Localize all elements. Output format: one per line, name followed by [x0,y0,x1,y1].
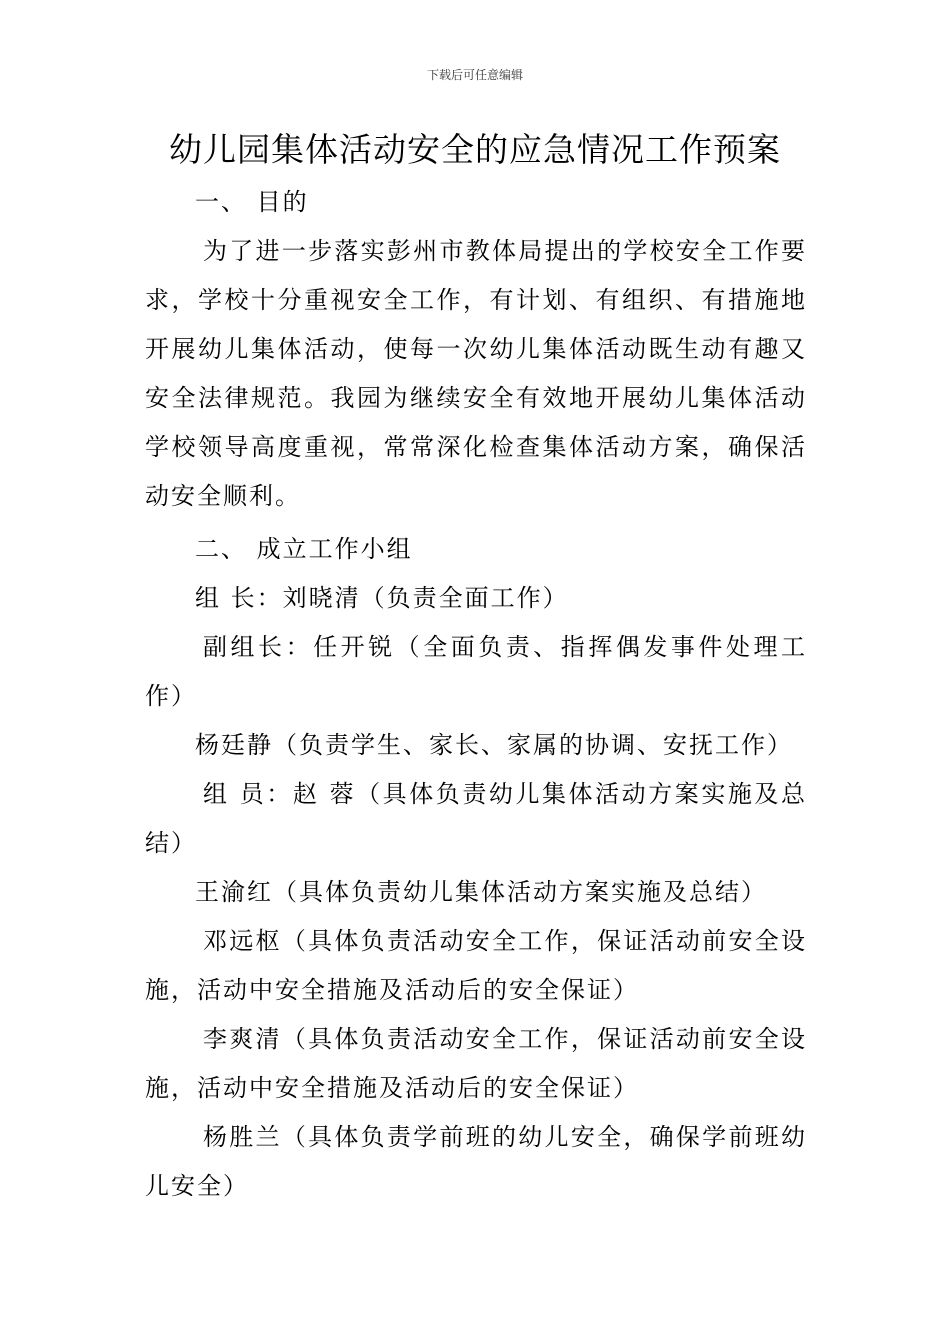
document-body [145,178,807,1211]
member-line-deputy-leader: 副组长：任开锐（全面负责、指挥偶发事件处理工作） [145,633,807,710]
member-line-member-2: 王渝红（具体负责幼儿集体活动方案实施及总结） [195,878,767,906]
member-line-deputy-2: 杨廷静（负责学生、家长、家属的协调、安抚工作） [195,731,793,759]
member-line-member-1: 组 员：赵 蓉（具体负责幼儿集体活动方案实施及总结） [145,780,807,857]
page-header-note: 下载后可任意编辑 [426,68,523,82]
member-line-member-4: 李爽清（具体负责活动安全工作，保证活动前安全设施，活动中安全措施及活动后的安全保证） [145,1025,807,1102]
section-heading-purpose: 一、 目的 [195,188,309,216]
section-heading-working-group: 二、 成立工作小组 [195,535,413,563]
member-line-member-3: 邓远枢（具体负责活动安全工作，保证活动前安全设施，活动中安全措施及活动后的安全保证） [145,927,807,1004]
member-line-leader: 组 长：刘晓清（负责全面工作） [195,584,569,612]
document-title: 幼儿园集体活动安全的应急情况工作预案 [169,130,781,169]
paragraph-purpose: 为了进一步落实彭州市教体局提出的学校安全工作要求，学校十分重视安全工作，有计划、有组织、有措施地开展幼儿集体活动，使每一次幼儿集体活动既生动有趣又安全法律规范。我园为继续安全有效地开展幼儿集体活动学校领导高度重视，常常深化检查集体活动方案，确保活动安全顺利。 [145,237,807,510]
member-line-member-5: 杨胜兰（具体负责学前班的幼儿安全，确保学前班幼儿安全） [145,1123,807,1200]
